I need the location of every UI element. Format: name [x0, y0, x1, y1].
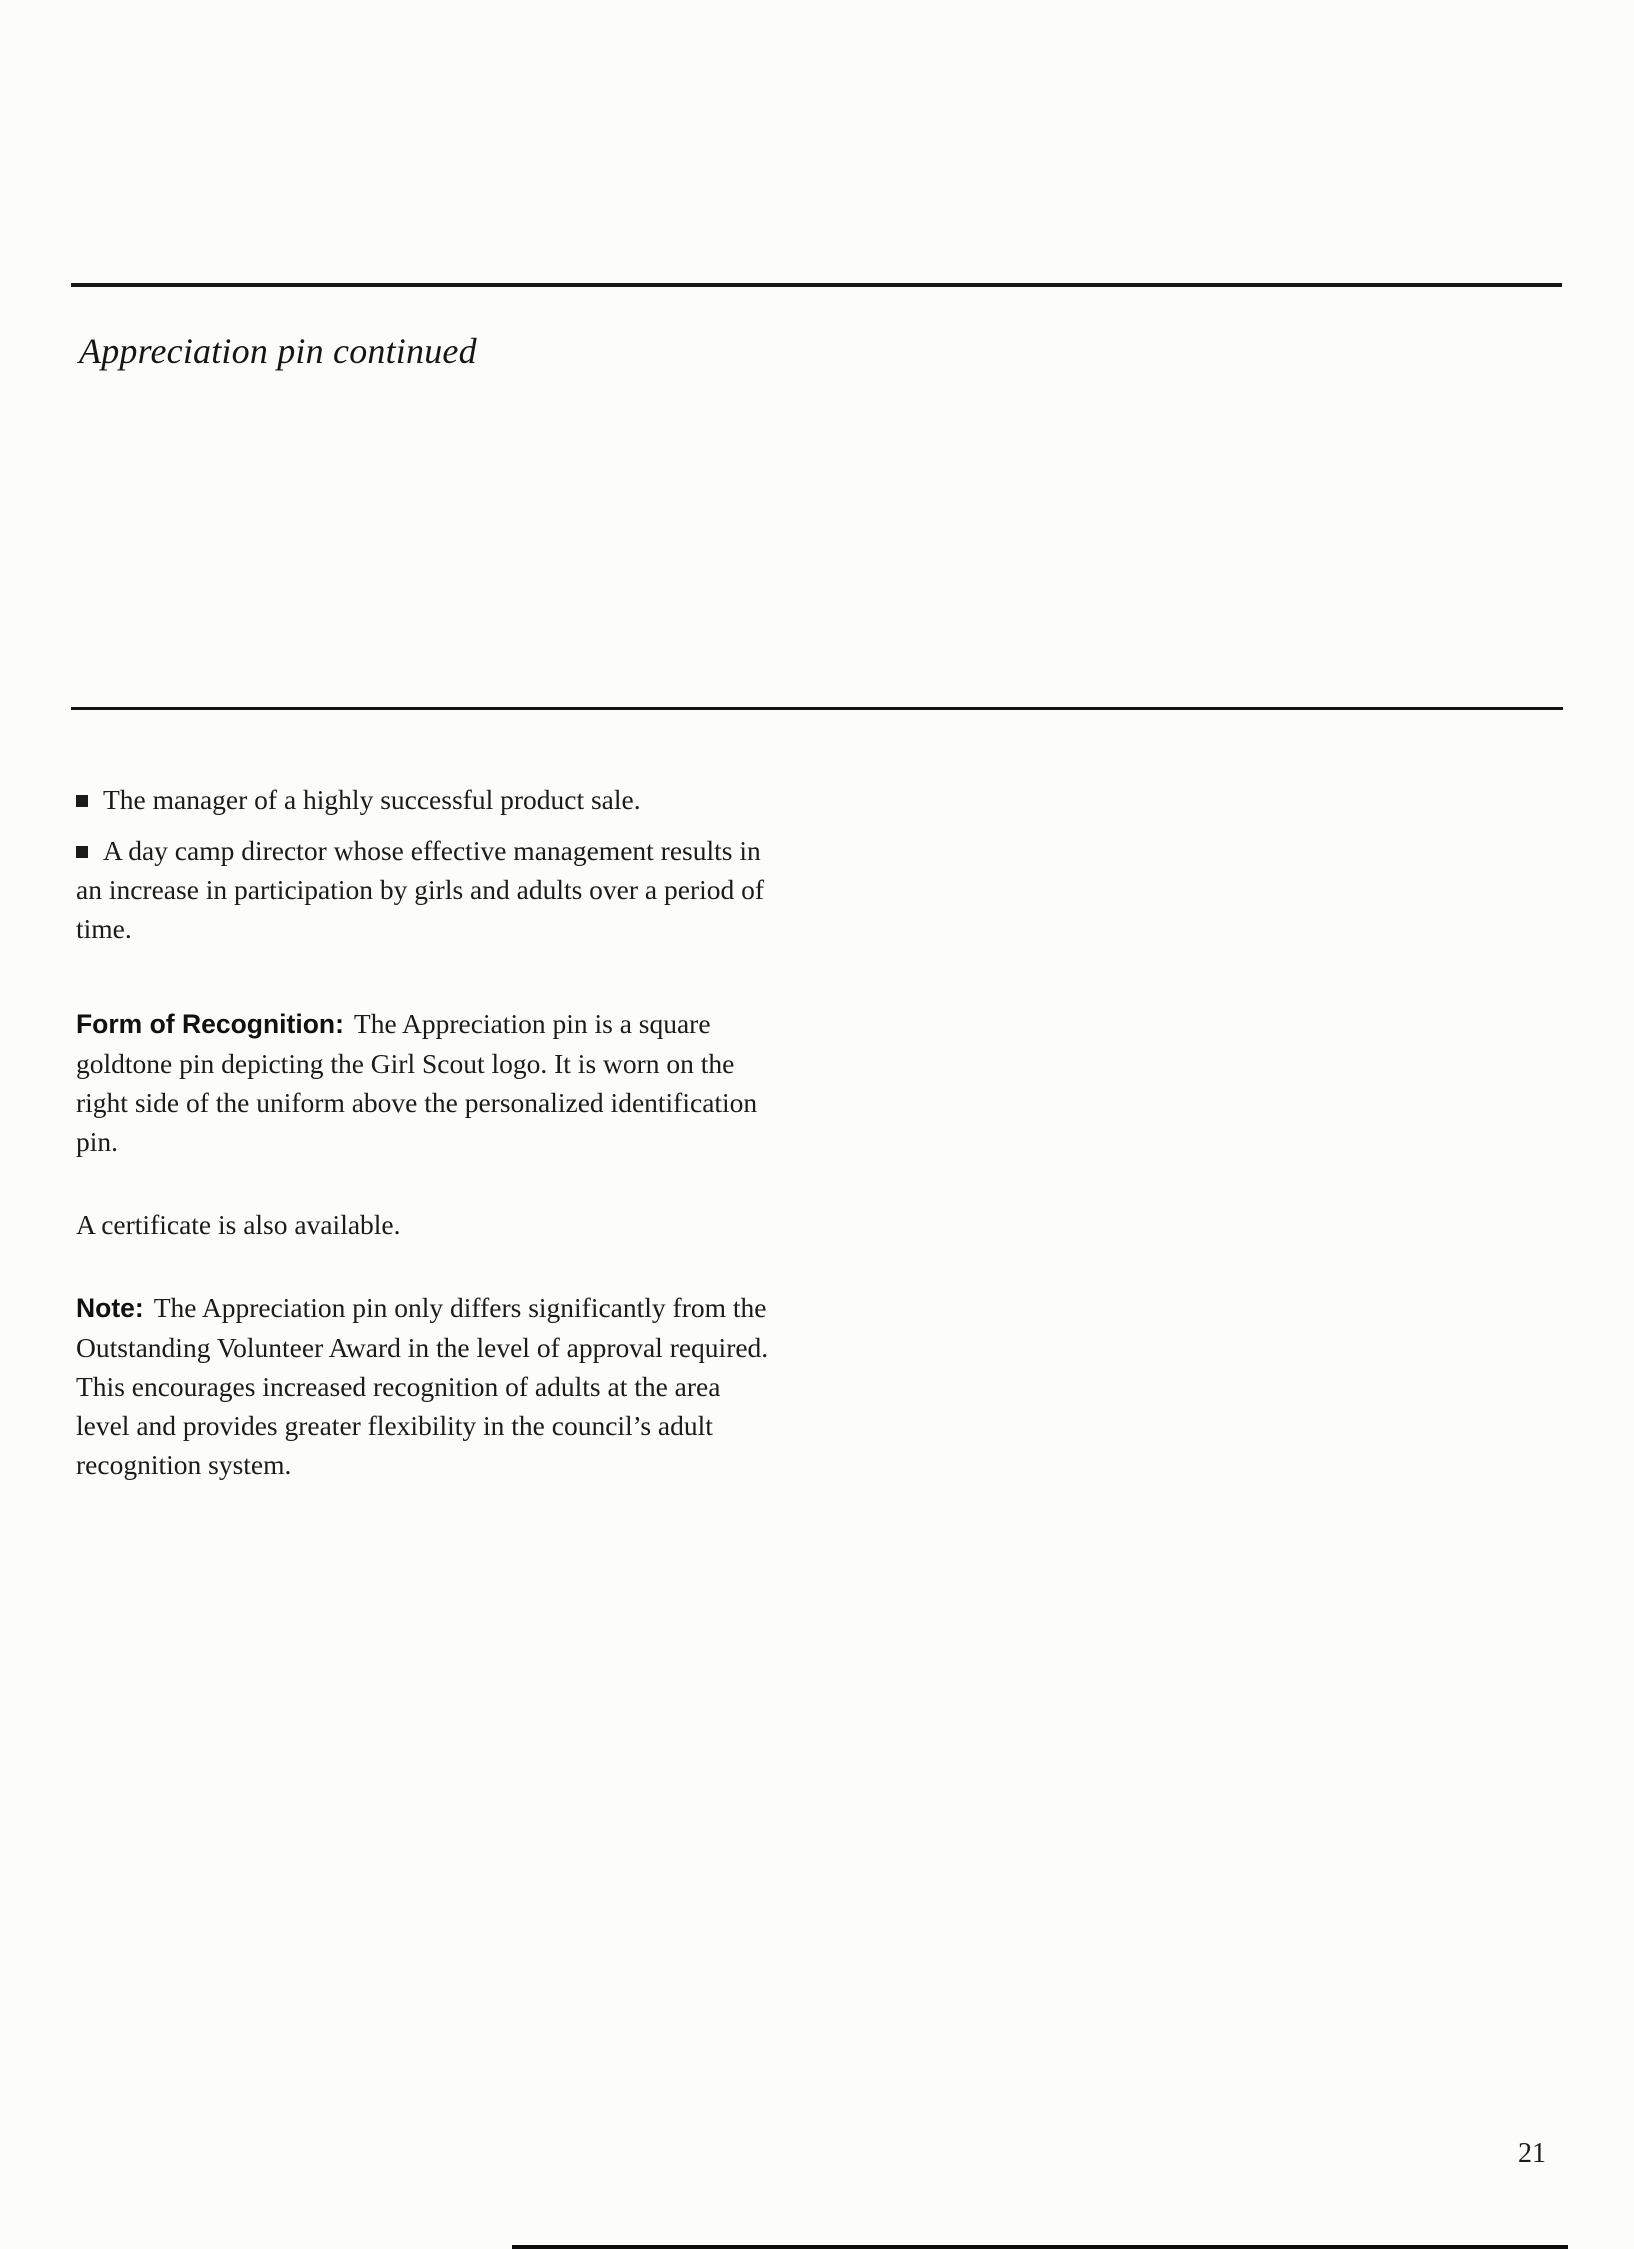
paragraph-text: A certificate is also available.	[76, 1209, 401, 1240]
bullet-square-icon	[76, 846, 88, 858]
paragraph-note	[76, 1288, 776, 1484]
paragraph-certificate	[76, 1205, 776, 1244]
bottom-edge-rule	[512, 2245, 1568, 2249]
bullet-text: The manager of a highly successful product sale.	[103, 784, 641, 815]
paragraph-lead-label: Note:	[76, 1293, 144, 1323]
bullet-square-icon	[76, 795, 88, 807]
top-divider-rule	[71, 283, 1562, 287]
bullet-item	[76, 831, 776, 948]
paragraph-text: The Appreciation pin is a square goldtone pin depicting the Girl Scout logo. It is worn on the right side of the uniform above the personalized identification pin.	[76, 1008, 758, 1157]
paragraph-text: The Appreciation pin only differs significantly from the Outstanding Volunteer Award in the level of approval required. This encourages increased recognition of adults at the area level and provides greater flexibility in the council’s adult recognition system.	[76, 1292, 769, 1480]
page-number: 21	[1518, 2138, 1546, 2169]
section-heading: Appreciation pin continued	[79, 331, 477, 371]
paragraph-lead-label: Form of Recognition:	[76, 1009, 344, 1039]
section-divider-rule	[71, 707, 1563, 710]
bullet-text: A day camp director whose effective management results in an increase in participation by girls and adults over a period of time.	[76, 835, 765, 944]
bullet-item	[76, 780, 776, 819]
paragraph-form-of-recognition	[76, 1004, 776, 1161]
body-text-column	[76, 780, 776, 1528]
